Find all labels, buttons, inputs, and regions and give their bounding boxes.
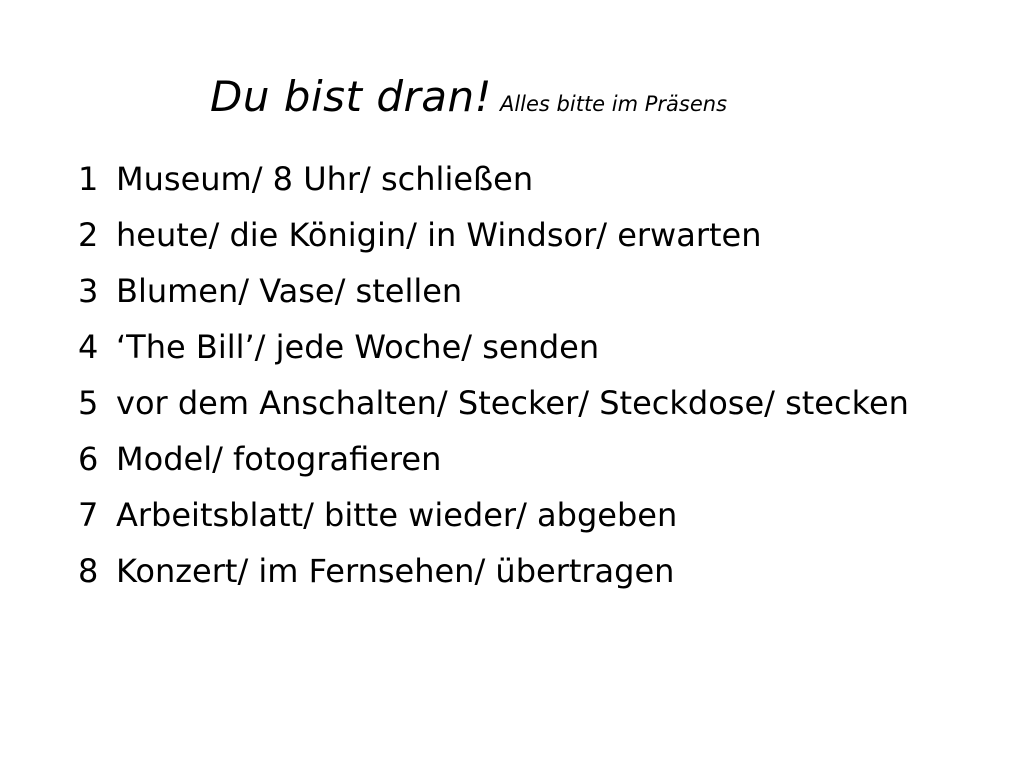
item-number: 8 (78, 552, 99, 590)
item-number: 7 (78, 496, 99, 534)
item-number: 2 (78, 216, 99, 254)
item-number: 1 (78, 160, 99, 198)
title-subtitle: Alles bitte im Präsens (499, 92, 728, 116)
item-number: 4 (78, 328, 99, 366)
list-item (78, 216, 978, 254)
list-item (78, 440, 978, 478)
slide-title (210, 72, 727, 121)
item-text: vor dem Anschalten/ Stecker/ Steckdose/ stecken (116, 384, 909, 422)
item-number: 3 (78, 272, 99, 310)
title-main: Du bist dran! (210, 72, 492, 121)
item-text: Konzert/ im Fernsehen/ übertragen (116, 552, 675, 590)
item-text: Model/ fotografieren (116, 440, 442, 478)
item-number: 5 (78, 384, 99, 422)
list-item (78, 384, 978, 422)
item-text: ‘The Bill’/ jede Woche/ senden (116, 328, 600, 366)
list-item (78, 160, 978, 198)
list-item (78, 496, 978, 534)
item-number: 6 (78, 440, 99, 478)
exercise-list (78, 160, 978, 608)
list-item (78, 328, 978, 366)
item-text: Arbeitsblatt/ bitte wieder/ abgeben (116, 496, 678, 534)
item-text: heute/ die Königin/ in Windsor/ erwarten (116, 216, 762, 254)
list-item (78, 272, 978, 310)
list-item (78, 552, 978, 590)
item-text: Museum/ 8 Uhr/ schließen (116, 160, 534, 198)
item-text: Blumen/ Vase/ stellen (116, 272, 463, 310)
